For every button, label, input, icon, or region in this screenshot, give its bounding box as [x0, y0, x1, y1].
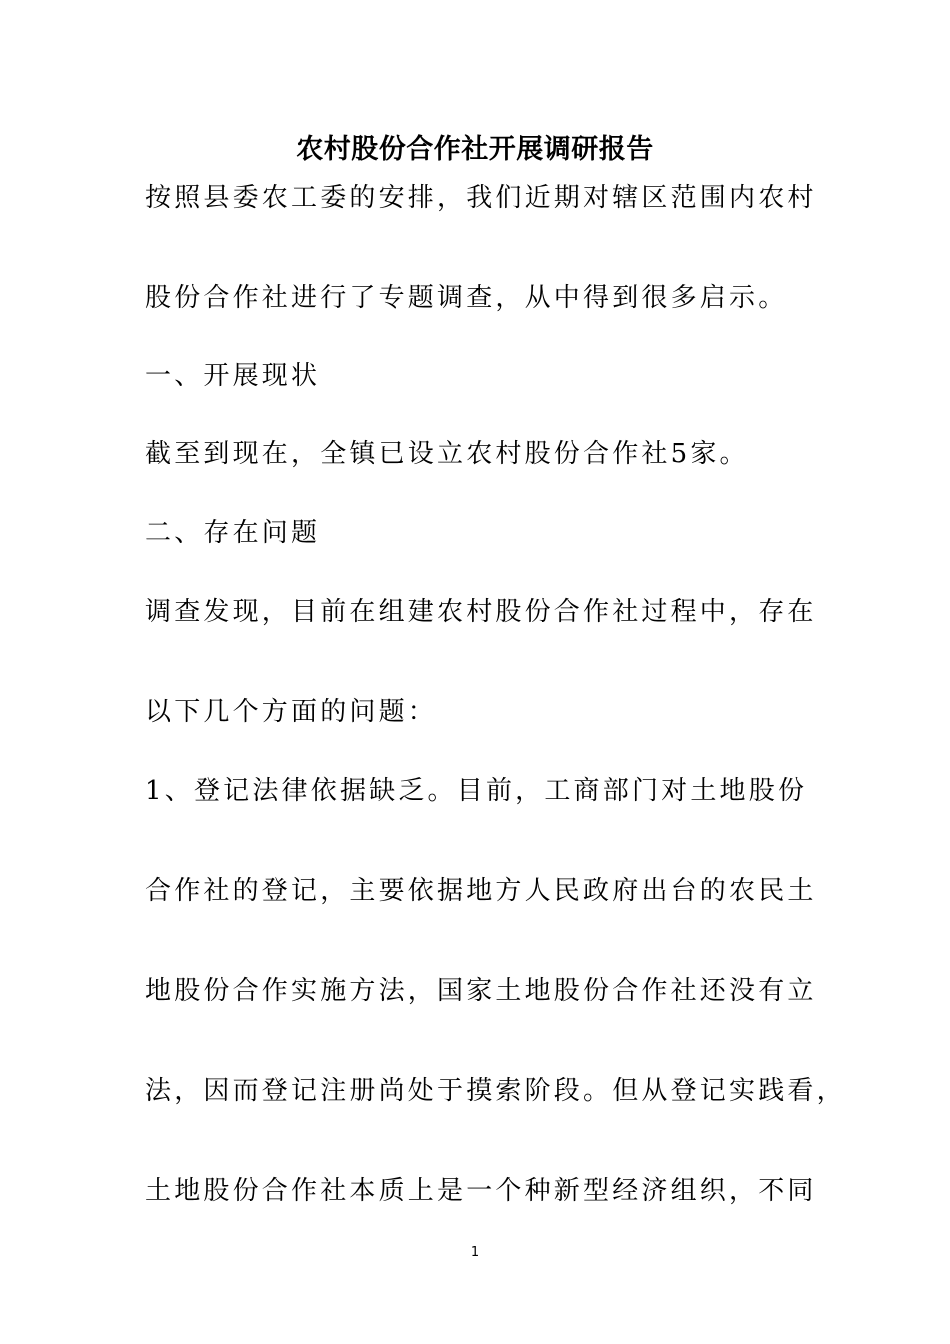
- section-heading: 一、开展现状: [145, 361, 321, 391]
- paragraph-line: 截至到现在，全镇已设立农村股份合作社5家。: [145, 439, 749, 469]
- document-title: 农村股份合作社开展调研报告: [296, 134, 654, 165]
- page-number: 1: [470, 1245, 480, 1260]
- paragraph-line: 以下几个方面的问题：: [145, 697, 438, 727]
- paragraph-line: 法，因而登记注册尚处于摸索阶段。但从登记实践看，: [145, 1076, 846, 1106]
- paragraph-line: 按照县委农工委的安排，我们近期对辖区范围内农村: [145, 183, 817, 213]
- paragraph-line: 土地股份合作社本质上是一个种新型经济组织，不同: [145, 1176, 817, 1206]
- section-heading: 二、存在问题: [145, 518, 321, 548]
- paragraph-line: 地股份合作实施方法，国家土地股份合作社还没有立: [145, 976, 817, 1006]
- paragraph-line: 股份合作社进行了专题调查，从中得到很多启示。: [145, 283, 788, 313]
- paragraph-line: 合作社的登记，主要依据地方人民政府出台的农民土: [145, 876, 817, 906]
- paragraph-line: 1、登记法律依据缺乏。目前，工商部门对土地股份: [145, 776, 808, 806]
- paragraph-line: 调查发现，目前在组建农村股份合作社过程中，存在: [145, 597, 817, 627]
